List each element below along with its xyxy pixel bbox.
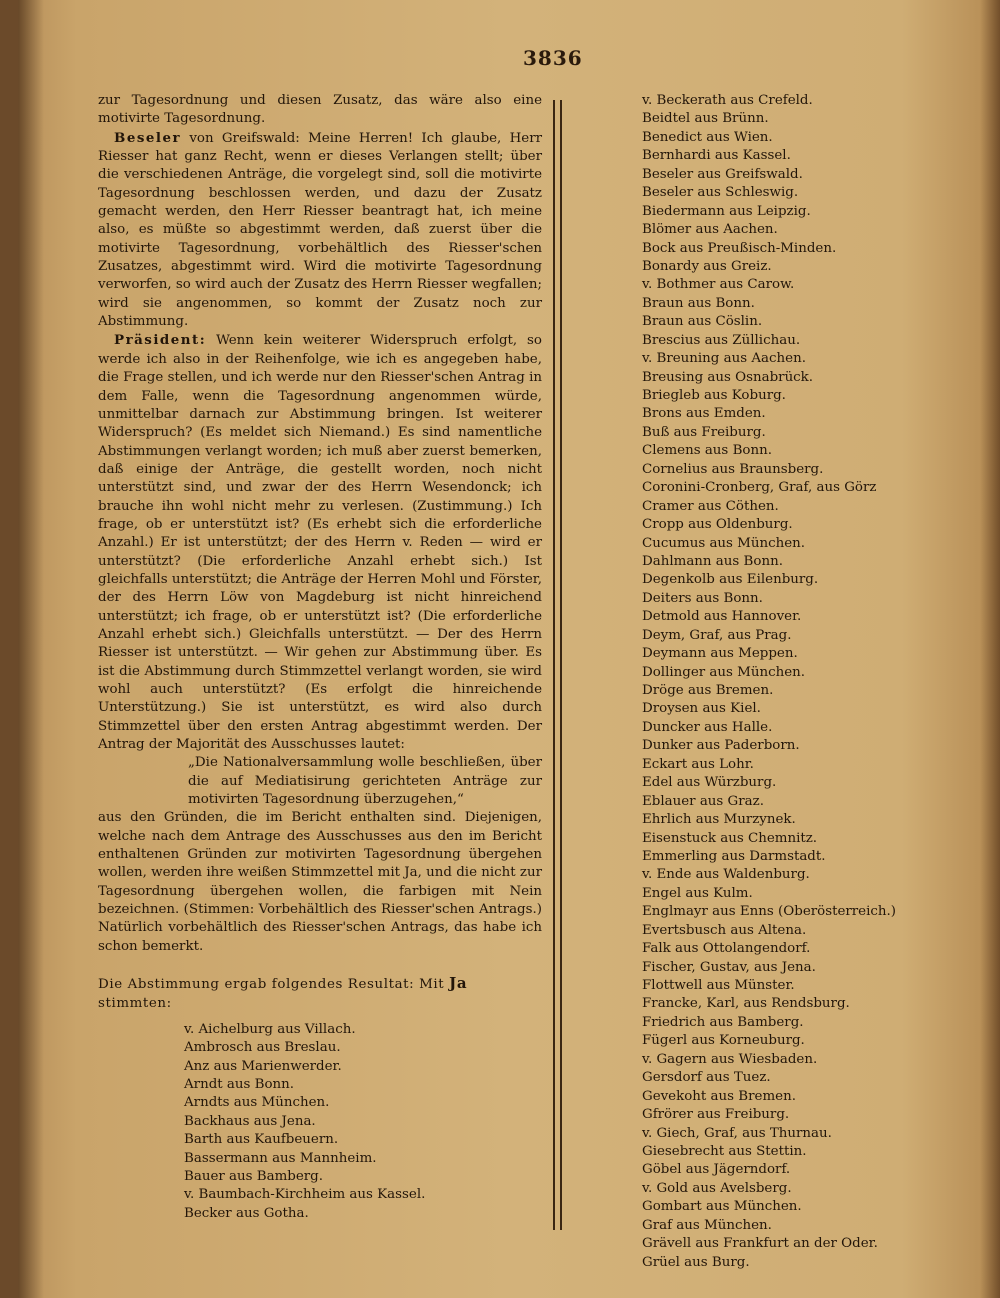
- right-column: [642, 92, 942, 1272]
- list-item: Duncker aus Halle.: [642, 719, 773, 735]
- list-item: Braun aus Bonn.: [642, 295, 755, 311]
- list-item: Deiters aus Bonn.: [642, 590, 763, 606]
- list-item: Eisenstuck aus Chemnitz.: [642, 830, 818, 846]
- list-item: Evertsbusch aus Altena.: [642, 922, 807, 938]
- list-item: Ehrlich aus Murzynek.: [642, 812, 796, 828]
- list-item: Englmayr aus Enns (Oberösterreich.): [642, 904, 896, 920]
- list-item: Gfrörer aus Freiburg.: [642, 1107, 790, 1123]
- list-item: Deym, Graf, aus Prag.: [642, 627, 792, 643]
- list-item: Ambrosch aus Breslau.: [184, 1040, 341, 1056]
- list-item: Bonardy aus Greiz.: [642, 258, 772, 274]
- paragraph-beseler: Beseler von Greifswald: Meine Herren! Ich glaube, Herr Riesser hat ganz Recht, wenn er dieses Verlangen stellt; über die verschiedenen Anträge, die vorgelegt sind, soll die motivirte Tagesordnung beschlossen werden, und dazu der Zusatz gemacht werden, den Herr Riesser beantragt hat, ich meine also, es müßte so abgestimmt werden, daß zuerst über die motivirte Tagesordnung, vorbehältlich des Riesser'schen Zusatzes, abgestimmt wird. Wird die motivirte Tagesordnung verworfen, so wird auch der Zusatz des Herrn Riesser wegfallen; wird sie angenommen, so kommt der Zusatz noch zur Abstimmung.: [98, 129, 542, 330]
- list-item: Dollinger aus München.: [642, 664, 806, 680]
- speaker-name: Beseler: [114, 129, 182, 146]
- vote-result-heading: Die Abstimmung ergab folgendes Resultat: Mit Ja stimmten:: [98, 974, 468, 1011]
- list-item: Beseler aus Schleswig.: [642, 185, 799, 201]
- page-number: 3836: [523, 46, 583, 70]
- list-item: Cucumus aus München.: [642, 535, 806, 551]
- vote-result-yes: Ja: [449, 974, 468, 993]
- list-item: Grüel aus Burg.: [642, 1254, 750, 1270]
- list-item: Brons aus Emden.: [642, 406, 766, 422]
- list-item: Arndt aus Bonn.: [184, 1077, 295, 1093]
- column-rule-left: [553, 100, 555, 1230]
- paragraph-continuation: zur Tagesordnung und diesen Zusatz, das wäre also eine motivirte Tagesordnung.: [98, 93, 542, 127]
- motion-quote: „Die Nationalversammlung wolle beschließen, über die auf Mediatisirung gerichteten Anträge zur motivirten Tagesordnung überzugehen,“: [188, 755, 542, 808]
- list-item: Bassermann aus Mannheim.: [184, 1150, 377, 1166]
- list-item: Eckart aus Lohr.: [642, 756, 754, 772]
- list-item: Breusing aus Osnabrück.: [642, 369, 814, 385]
- list-item: Flottwell aus Münster.: [642, 978, 795, 993]
- list-item: v. Beckerath aus Crefeld.: [642, 93, 813, 108]
- list-item: Cramer aus Cöthen.: [642, 498, 779, 514]
- list-item: Dröge aus Bremen.: [642, 683, 774, 698]
- list-item: v. Ende aus Waldenburg.: [642, 867, 810, 883]
- left-column: [98, 92, 542, 1223]
- list-item: v. Gold aus Avelsberg.: [642, 1180, 792, 1196]
- left-vote-list: [98, 1021, 542, 1223]
- list-item: v. Baumbach-Kirchheim aus Kassel.: [184, 1187, 426, 1203]
- list-item: v. Giech, Graf, aus Thurnau.: [642, 1125, 832, 1141]
- list-item: Barth aus Kaufbeuern.: [184, 1132, 339, 1148]
- list-item: Beseler aus Greifswald.: [642, 166, 803, 182]
- list-item: Backhaus aus Jena.: [184, 1113, 316, 1129]
- list-item: Blömer aus Aachen.: [642, 222, 778, 238]
- list-item: Grävell aus Frankfurt an der Oder.: [642, 1236, 878, 1252]
- list-item: Cornelius aus Braunsberg.: [642, 461, 824, 477]
- list-item: Edel aus Würzburg.: [642, 775, 777, 791]
- list-item: Droysen aus Kiel.: [642, 701, 761, 717]
- list-item: Benedict aus Wien.: [642, 129, 773, 145]
- list-item: Emmerling aus Darmstadt.: [642, 848, 826, 864]
- list-item: Gersdorf aus Tuez.: [642, 1070, 771, 1086]
- list-item: Becker aus Gotha.: [184, 1205, 309, 1221]
- list-item: Cropp aus Oldenburg.: [642, 517, 793, 533]
- list-item: Falk aus Ottolangendorf.: [642, 941, 811, 957]
- list-item: Arndts aus München.: [184, 1095, 330, 1111]
- list-item: Anz aus Marienwerder.: [184, 1058, 342, 1074]
- list-item: Biedermann aus Leipzig.: [642, 203, 811, 219]
- page-shadow-right: [980, 0, 1000, 1298]
- list-item: Bock aus Preußisch-Minden.: [642, 240, 837, 256]
- list-item: v. Bothmer aus Carow.: [642, 277, 795, 293]
- list-item: Braun aus Cöslin.: [642, 314, 763, 330]
- list-item: Eblauer aus Graz.: [642, 793, 764, 809]
- list-item: Degenkolb aus Eilenburg.: [642, 572, 819, 588]
- list-item: Friedrich aus Bamberg.: [642, 1014, 804, 1030]
- newspaper-page: [18, 0, 1000, 1298]
- list-item: Deymann aus Meppen.: [642, 646, 798, 662]
- list-item: Dahlmann aus Bonn.: [642, 553, 783, 569]
- list-item: Göbel aus Jägerndorf.: [642, 1162, 791, 1178]
- list-item: Brescius aus Züllichau.: [642, 332, 801, 348]
- list-item: Coronini-Cronberg, Graf, aus Görz: [642, 480, 877, 496]
- list-item: Giesebrecht aus Stettin.: [642, 1143, 807, 1159]
- list-item: v. Aichelburg aus Villach.: [184, 1021, 356, 1037]
- column-rule-right: [560, 100, 562, 1230]
- list-item: Bauer aus Bamberg.: [184, 1168, 324, 1184]
- list-item: Engel aus Kulm.: [642, 885, 753, 901]
- right-vote-list: [642, 92, 942, 1272]
- paragraph-voting-instructions: aus den Gründen, die im Bericht enthalten sind. Diejenigen, welche nach dem Antrage des Ausschusses aus den im Bericht enthaltenen Gründen zur motivirten Tagesordnung übergehen wollen, werden ihre weißen Stimmzettel mit Ja, und die nicht zur Tagesordnung übergehen wollen, die farbigen mit Nein bezeichnen. (Stimmen: Vorbehältlich des Riesser'schen Antrags.) Natürlich vorbehältlich des Riesser'schen Antrags, das habe ich schon bemerkt.: [98, 810, 543, 954]
- list-item: Beidtel aus Brünn.: [642, 111, 769, 127]
- list-item: Francke, Karl, aus Rendsburg.: [642, 996, 850, 1012]
- list-item: v. Breuning aus Aachen.: [642, 351, 806, 367]
- list-item: Graf aus München.: [642, 1217, 772, 1233]
- list-item: Fügerl aus Korneuburg.: [642, 1033, 805, 1049]
- list-item: Detmold aus Hannover.: [642, 609, 802, 625]
- list-item: Fischer, Gustav, aus Jena.: [642, 959, 816, 975]
- list-item: v. Gagern aus Wiesbaden.: [642, 1051, 818, 1067]
- list-item: Gevekoht aus Bremen.: [642, 1088, 796, 1104]
- list-item: Clemens aus Bonn.: [642, 443, 772, 459]
- paragraph-praesident: Präsident: Wenn kein weiterer Widerspruch erfolgt, so werde ich also in der Reihenfolge, wie ich es angegeben habe, die Frage stellen, und ich werde nur den Riesser'schen Antrag in dem Falle, wenn die Tagesordnung angenommen würde, unmittelbar darnach zur Abstimmung bringen. Ist weiterer Widerspruch? (Es meldet sich Niemand.) Es sind namentliche Abstimmungen verlangt worden; ich muß aber zuerst bemerken, daß einige der Anträge, die gestellt worden, noch nicht unterstützt sind, und zwar der des Herrn Wesendonck; ich brauche ihn wohl nicht mehr zu verlesen. (Zustimmung.) Ich frage, ob er unterstützt ist? (Es erhebt sich die erforderliche Anzahl.) Er ist unterstützt; der des Herrn v. Reden — wird er unterstützt? (Die erforderliche Anzahl erhebt sich.) Ist gleichfalls unterstützt; die Anträge der Herren Mohl und Förster, der des Herrn Löw von Magdeburg ist nicht hinreichend unterstützt; ich frage, ob er unterstützt ist? (Die erforderliche Anzahl erhebt sich.) Gleichfalls unterstützt. — Der des Herrn Riesser ist unterstützt. — Wir gehen zur Abstimmung über. Es ist die Abstimmung durch Stimmzettel verlangt worden, sie wird wohl auch unterstützt? (Es erfolgt die hinreichende Unterstützung.) Sie ist unterstützt, es wird also durch Stimmzettel über den ersten Antrag abgestimmt werden. Der Antrag der Majorität des Ausschusses lautet:: [98, 332, 542, 753]
- list-item: Dunker aus Paderborn.: [642, 738, 800, 754]
- list-item: Briegleb aus Koburg.: [642, 388, 786, 403]
- list-item: Buß aus Freiburg.: [642, 424, 766, 440]
- page-shadow-left: [18, 0, 44, 1298]
- list-item: Gombart aus München.: [642, 1199, 802, 1215]
- list-item: Bernhardi aus Kassel.: [642, 148, 791, 164]
- speaker-name: Präsident:: [114, 332, 207, 349]
